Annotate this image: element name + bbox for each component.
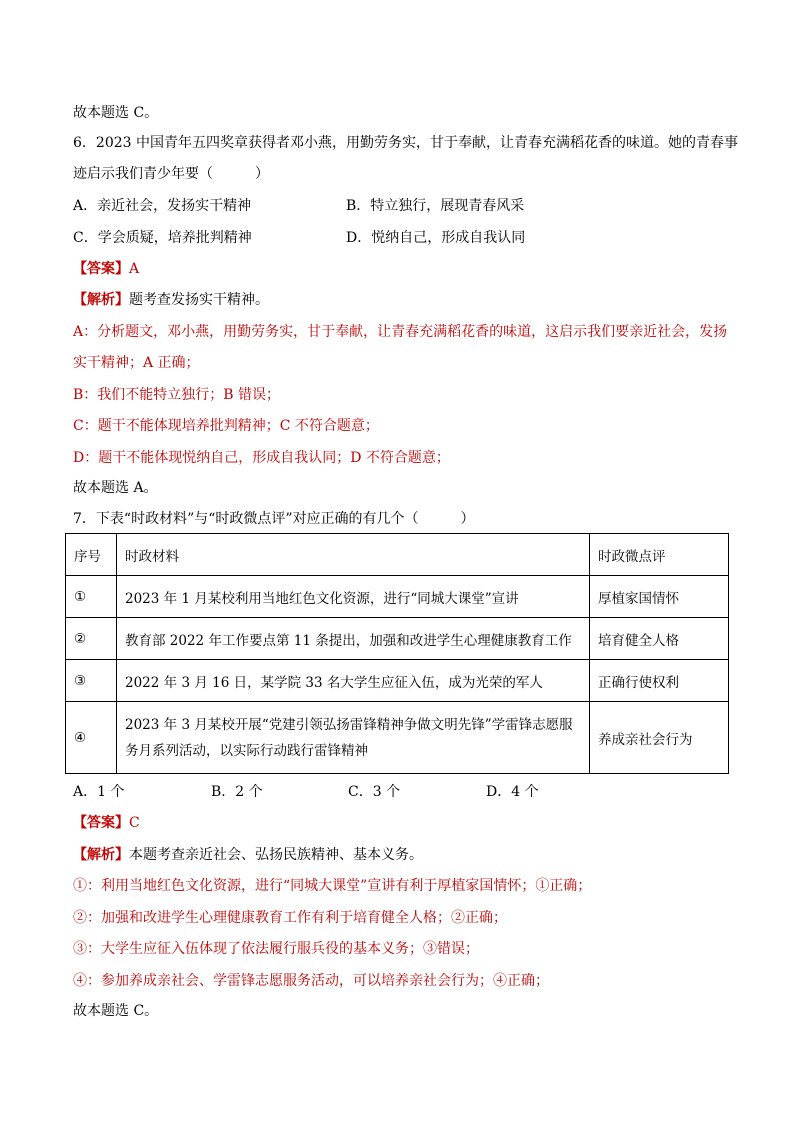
table-cell-num: ② — [66, 618, 117, 660]
q7-answer: 【答案】C — [73, 815, 140, 831]
table-row — [66, 660, 729, 702]
table-cell-material — [117, 702, 590, 774]
q6-stem-line1: 6．2023 中国青年五四奖章获得者邓小燕，用勤劳务实，甘于奉献，让青春充满稻花香的味道。她的青春事 — [73, 135, 738, 151]
q7-option-c: C．3 个 — [348, 784, 401, 800]
q7-analysis-line: ③：大学生应征入伍体现了依法履行服兵役的基本义务；③错误； — [73, 941, 479, 957]
q6-option-d: D．悦纳自己，形成自我认同 — [346, 230, 526, 246]
q7-analysis-line: ④：参加养成亲社会、学雷锋志愿服务活动，可以培养亲社会行为；④正确； — [73, 973, 549, 989]
q7-table — [65, 533, 729, 774]
q6-analysis-line: 实干精神；A 正确； — [73, 355, 200, 371]
q6-analysis-line: D：题干不能体现悦纳自己，形成自我认同；D 不符合题意； — [73, 450, 450, 466]
table-cell-num: ① — [66, 576, 117, 618]
q7-option-a: A．1 个 — [73, 784, 125, 800]
q7-analysis-tag: 解析 — [87, 847, 115, 863]
q6-answer-tag: 答案 — [87, 261, 115, 277]
table-cell-material: 教育部 2022 年工作要点第 11 条提出，加强和改进学生心理健康教育工作 — [117, 618, 590, 660]
q6-analysis-line: C：题干不能体现培养批判精神；C 不符合题意； — [73, 418, 379, 434]
table-row — [66, 576, 729, 618]
q7-answer-tag: 答案 — [87, 815, 115, 831]
q7-conclusion: 故本题选 C。 — [73, 1003, 159, 1019]
table-header-cell: 序号 — [66, 534, 117, 576]
q7-option-b: B．2 个 — [211, 784, 263, 800]
table-row — [66, 702, 729, 774]
q7-option-d: D．4 个 — [486, 784, 539, 800]
table-cell-comment: 养成亲社会行为 — [590, 702, 729, 774]
q7-analysis-intro-text: 本题考查亲近社会、弘扬民族精神、基本义务。 — [129, 847, 423, 863]
q7-stem: 7．下表“时政材料”与“时政微点评”对应正确的有几个（ ） — [73, 511, 475, 527]
q6-analysis-intro: 【解析】题考查发扬实干精神。 — [73, 292, 269, 308]
table-cell-num: ③ — [66, 660, 117, 702]
prev-conclusion: 故本题选 C。 — [73, 105, 159, 121]
table-header-row — [66, 534, 729, 576]
q6-analysis-line: A：分析题文，邓小燕，用勤劳务实，甘于奉献，让青春充满稻花香的味道，这启示我们要亲近社会，发扬 — [73, 324, 728, 340]
q6-analysis-tag: 解析 — [87, 292, 115, 308]
q6-stem-line2: 迹启示我们青少年要（ ） — [73, 166, 269, 182]
table-cell-material-line: 2023 年 3 月某校开展“党建引领弘扬雷锋精神争做文明先锋”学雷锋志愿服 — [125, 716, 573, 733]
table-cell-comment: 厚植家国情怀 — [590, 576, 729, 618]
q6-option-a: A．亲近社会，发扬实干精神 — [73, 198, 252, 214]
q6-analysis-intro-text: 题考查发扬实干精神。 — [129, 292, 269, 308]
q7-analysis-line: ①：利用当地红色文化资源，进行“同城大课堂”宣讲有利于厚植家国情怀；①正确； — [73, 878, 592, 894]
q6-answer-value: A — [129, 261, 140, 277]
table-cell-num: ④ — [66, 702, 117, 774]
q6-conclusion: 故本题选 A。 — [73, 480, 158, 496]
q7-answer-value: C — [129, 815, 140, 831]
table-cell-material: 2022 年 3 月 16 日，某学院 33 名大学生应征入伍，成为光荣的军人 — [117, 660, 590, 702]
table-cell-comment: 正确行使权利 — [590, 660, 729, 702]
q7-analysis-line: ②：加强和改进学生心理健康教育工作有利于培育健全人格；②正确； — [73, 910, 507, 926]
table-cell-material-line: 务月系列活动，以实际行动践行雷锋精神 — [125, 742, 368, 759]
q6-option-b: B．特立独行，展现青春风采 — [346, 198, 525, 214]
table-header-cell: 时政材料 — [117, 534, 590, 576]
q6-answer: 【答案】A — [73, 261, 140, 277]
table-cell-material: 2023 年 1 月某校利用当地红色文化资源，进行“同城大课堂”宣讲 — [117, 576, 590, 618]
q6-analysis-line: B：我们不能特立独行；B 错误； — [73, 387, 281, 403]
q7-analysis-intro: 【解析】本题考查亲近社会、弘扬民族精神、基本义务。 — [73, 847, 423, 863]
q6-option-c: C．学会质疑，培养批判精神 — [73, 230, 252, 246]
table-cell-comment: 培育健全人格 — [590, 618, 729, 660]
table-header-cell: 时政微点评 — [590, 534, 729, 576]
table-row — [66, 618, 729, 660]
